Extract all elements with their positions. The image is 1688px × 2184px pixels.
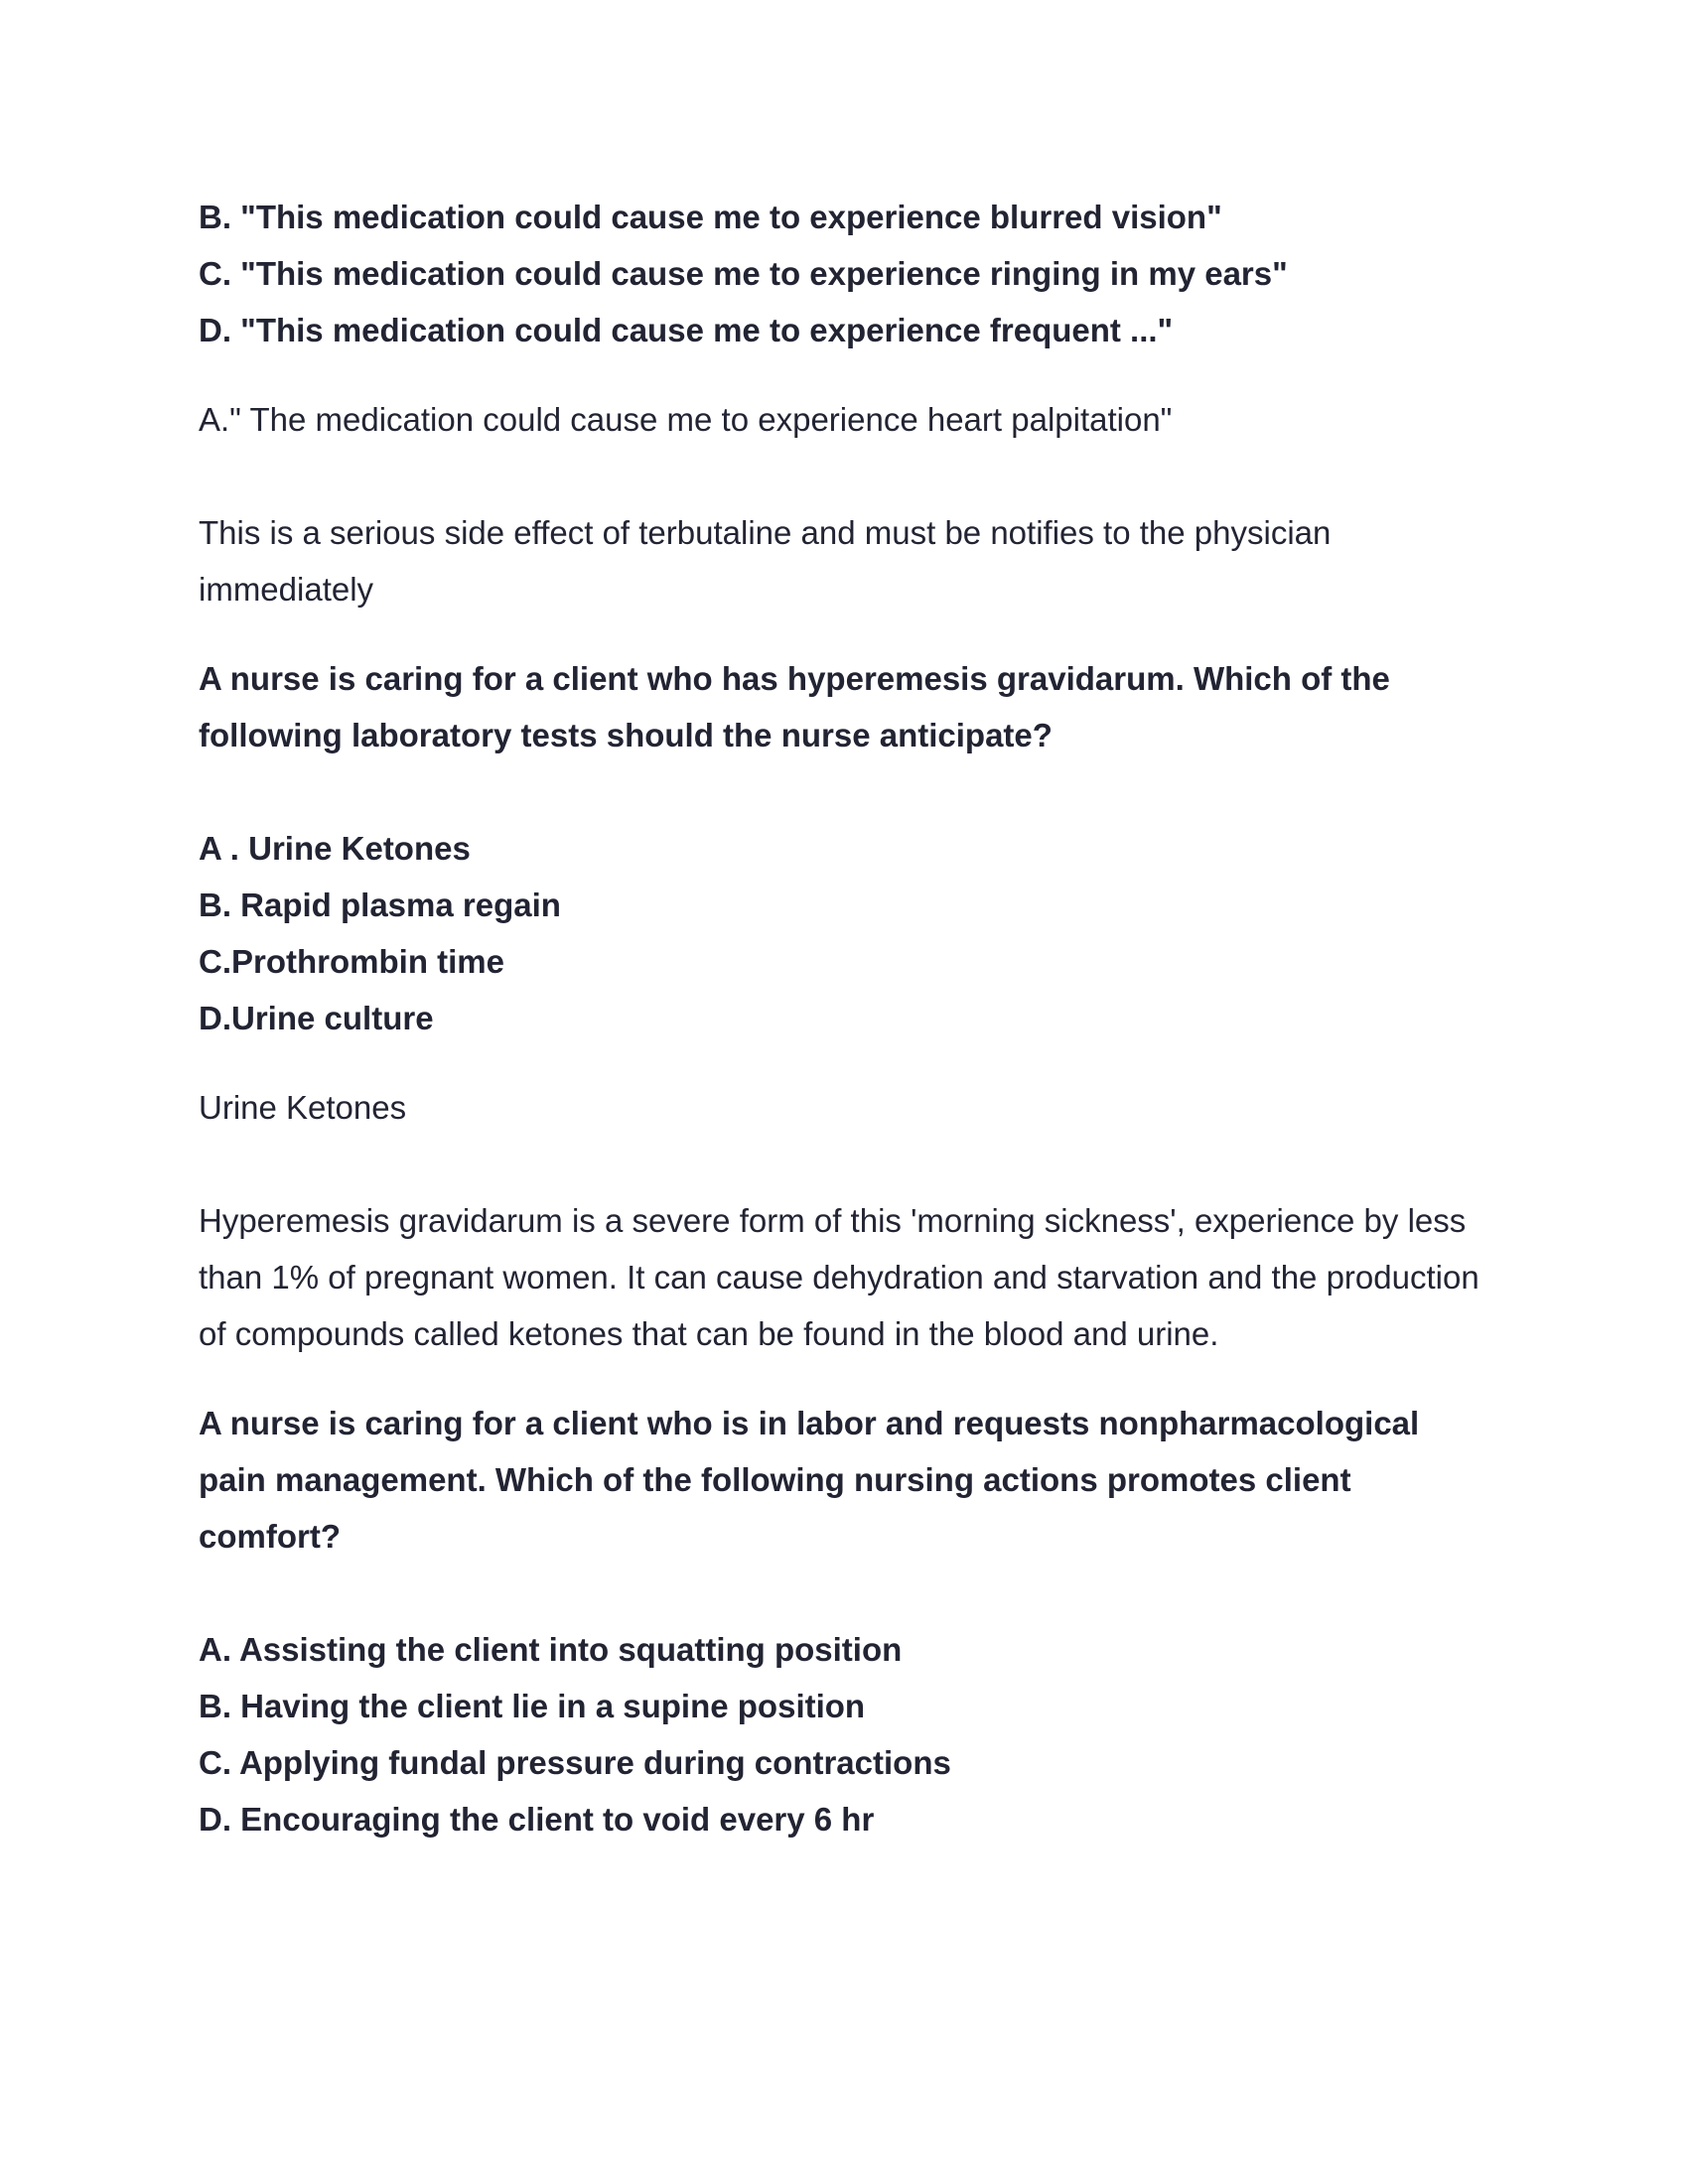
q2-answer: Urine Ketones bbox=[199, 1089, 407, 1126]
q3-options bbox=[199, 1621, 1489, 1847]
q1-answer: A." The medication could cause me to experience heart palpitation" bbox=[199, 401, 1173, 438]
q3-question: A nurse is caring for a client who is in labor and requests nonpharmacological pain management. Which of the following nursing actions promotes client comfort? bbox=[199, 1405, 1420, 1555]
q2-option-b: B. Rapid plasma regain bbox=[199, 887, 561, 923]
document-page bbox=[199, 189, 1489, 1847]
q1-option-c: C. "This medication could cause me to experience ringing in my ears" bbox=[199, 255, 1288, 292]
q2-option-d: D.Urine culture bbox=[199, 1000, 434, 1036]
q2-question: A nurse is caring for a client who has hyperemesis gravidarum. Which of the following laboratory tests should the nurse anticipate? bbox=[199, 660, 1390, 753]
q1-rationale: This is a serious side effect of terbutaline and must be notifies to the physician immediately bbox=[199, 514, 1332, 608]
q1-options bbox=[199, 189, 1489, 358]
q1-option-b: B. "This medication could cause me to experience blurred vision" bbox=[199, 199, 1222, 235]
q3-option-d: D. Encouraging the client to void every 6 hr bbox=[199, 1801, 875, 1838]
q1-option-d: D. "This medication could cause me to experience frequent ..." bbox=[199, 312, 1174, 348]
q2-option-c: C.Prothrombin time bbox=[199, 943, 505, 980]
q3-option-c: C. Applying fundal pressure during contractions bbox=[199, 1744, 951, 1781]
q3-option-b: B. Having the client lie in a supine position bbox=[199, 1688, 866, 1724]
q3-option-a: A. Assisting the client into squatting position bbox=[199, 1631, 903, 1668]
q2-rationale: Hyperemesis gravidarum is a severe form of this 'morning sickness', experience by less than 1% of pregnant women. It can cause dehydration and starvation and the production of compounds called ketones that can be found in the blood and urine. bbox=[199, 1202, 1479, 1352]
q2-options bbox=[199, 820, 1489, 1046]
q2-option-a: A . Urine Ketones bbox=[199, 830, 471, 867]
